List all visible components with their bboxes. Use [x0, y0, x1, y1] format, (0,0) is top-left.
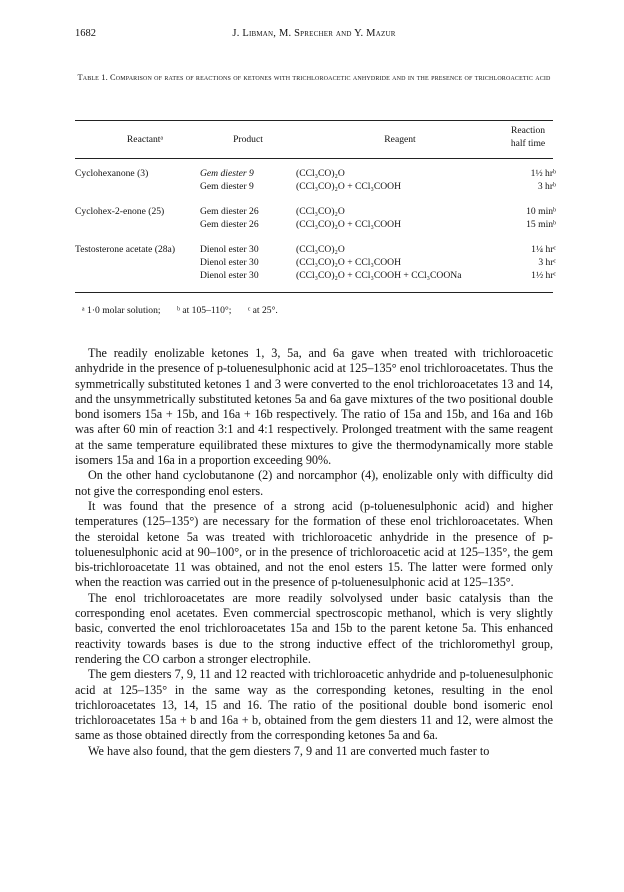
table-half-time: 1½ hrᶜ	[531, 270, 556, 281]
table-half-time: 15 minᵇ	[526, 219, 556, 230]
table-product: Gem diester 9	[200, 181, 254, 192]
paragraph: We have also found, that the gem diesters 7, 9 and 11 are converted much faster to	[88, 743, 490, 758]
table-product	[200, 168, 254, 181]
table-reagent: (CCl₃CO)₂O	[296, 206, 345, 217]
table-half-time: 3 hrᵇ	[537, 181, 556, 192]
product-text: Gem diester 9	[200, 168, 254, 179]
col-header-product: Product	[233, 134, 263, 145]
table-reagent: (CCl₃CO)₂O + CCl₃COOH	[296, 181, 401, 192]
footnote-c: ᶜ at 25°.	[247, 305, 278, 316]
table-caption: Table 1. Comparison of rates of reactions of ketones with trichloroacetic anhydride and in the presence of trichloroacetic acid	[77, 73, 551, 82]
table-footnotes	[82, 305, 292, 316]
body-text	[75, 346, 553, 759]
table-reactant: Cyclohex-2-enone (25)	[75, 206, 165, 217]
table-half-time: 10 minᵇ	[526, 206, 556, 217]
table-reagent: (CCl₃CO)₂O + CCl₃COOH	[296, 257, 401, 268]
footnote-a: ᵃ 1·0 molar solution;	[82, 305, 161, 316]
col-header-reactant: Reactantᵃ	[126, 134, 164, 145]
table-header-rule	[75, 158, 553, 159]
paragraph: It was found that the presence of a strong acid (p-toluenesulphonic acid) and higher temperatures (125–135°) are necessary for the formation of these enol trichloroacetates. When the steroidal ketone 5a was treated with trichloroacetic anhydride in the presence of p-toluenesulphonic acid at 90–100°, or in the presence of trichloroacetic acid at 125–135°, the gem bis-trichloroacetate 11 was obtained, and not the enol esters 15. The latter were formed only when the reaction was carried out in the presence of p-toluenesulphonic acid at 125–135°.	[75, 498, 553, 590]
table-reagent: (CCl₃CO)₂O + CCl₃COOH	[296, 219, 401, 230]
col-header-reagent: Reagent	[384, 134, 416, 145]
table-product: Dienol ester 30	[200, 257, 259, 268]
table-reactant: Cyclohexanone (3)	[75, 168, 149, 179]
footnote-b: ᵇ at 105–110°;	[176, 305, 232, 316]
paragraph: On the other hand cyclobutanone (2) and norcamphor (4), enolizable only with difficulty did not give the corresponding enol esters.	[75, 468, 553, 498]
table-product: Dienol ester 30	[200, 270, 259, 281]
table-reagent: (CCl₃CO)₂O + CCl₃COOH + CCl₃COONa	[296, 270, 462, 281]
table-product: Gem diester 26	[200, 219, 259, 230]
table-bottom-rule	[75, 292, 553, 293]
table-half-time: 3 hrᶜ	[538, 257, 556, 268]
table-reagent: (CCl₃CO)₂O	[296, 244, 345, 255]
col-header-half-time-line1: Reaction	[510, 125, 546, 136]
paragraph: The gem diesters 7, 9, 11 and 12 reacted with trichloroacetic anhydride and p-toluenesulphonic acid at 125–135° in the same way as the corresponding ketones, resulting in the enol trichloroacetates 13, 14, 15 and 16. The ratio of the positional double bond isomeric enol trichloroacetates 15a + b and 16a + b, obtained from the gem diesters 11 and 12, were almost the same as those obtained directly from the corresponding ketones 5a and 6a.	[75, 667, 553, 743]
table-top-rule	[75, 120, 553, 121]
table-reactant: Testosterone acetate (28a)	[75, 244, 176, 255]
page-number: 1682	[75, 28, 96, 39]
table-product: Dienol ester 30	[200, 244, 259, 255]
running-header	[75, 28, 553, 44]
table-half-time: 1½ hrᵇ	[530, 168, 556, 179]
col-header-half-time	[500, 125, 556, 150]
table-product: Gem diester 26	[200, 206, 259, 217]
table-half-time: 1¼ hrᶜ	[531, 244, 556, 255]
col-header-half-time-line2: half time	[510, 137, 546, 149]
table-reagent: (CCl₃CO)₂O	[296, 168, 345, 179]
running-title: J. Libman, M. Sprecher and Y. Mazur	[232, 28, 396, 39]
paragraph: The enol trichloroacetates are more readily solvolysed under basic catalysis than the corresponding enol acetates. Even commercial spectroscopic methanol, which is very slightly basic, converted the enol trichloroacetates 15a and 15b to the parent ketone 5a. This enhanced reactivity towards bases is due to the strong inductive effect of the trichloromethyl group, rendering the CO carbon a stronger electrophile.	[75, 590, 553, 666]
paragraph: The readily enolizable ketones 1, 3, 5a, and 6a gave when treated with trichloroacetic anhydride in the presence of p-toluenesulphonic acid at 125–135° enol trichloroacetates. Thus the symmetrically substituted ketones 1 and 3 were converted to the enol trichloroacetates 13 and 14, and the unsymmetrically substituted ketones 5a and 6a gave mixtures of the two positional double bond isomers 15a + 15b, and 16a + 16b respectively. The ratio of 15a and 15b, and 16a and 16b was after 60 min of reaction 3:1 and 4:1 respectively. Prolonged treatment with the same reagent at the same temperature equilibrated these mixtures to give the thermodynamically more stable isomers 15a and 16a in a proportion exceeding 90%.	[75, 346, 553, 468]
